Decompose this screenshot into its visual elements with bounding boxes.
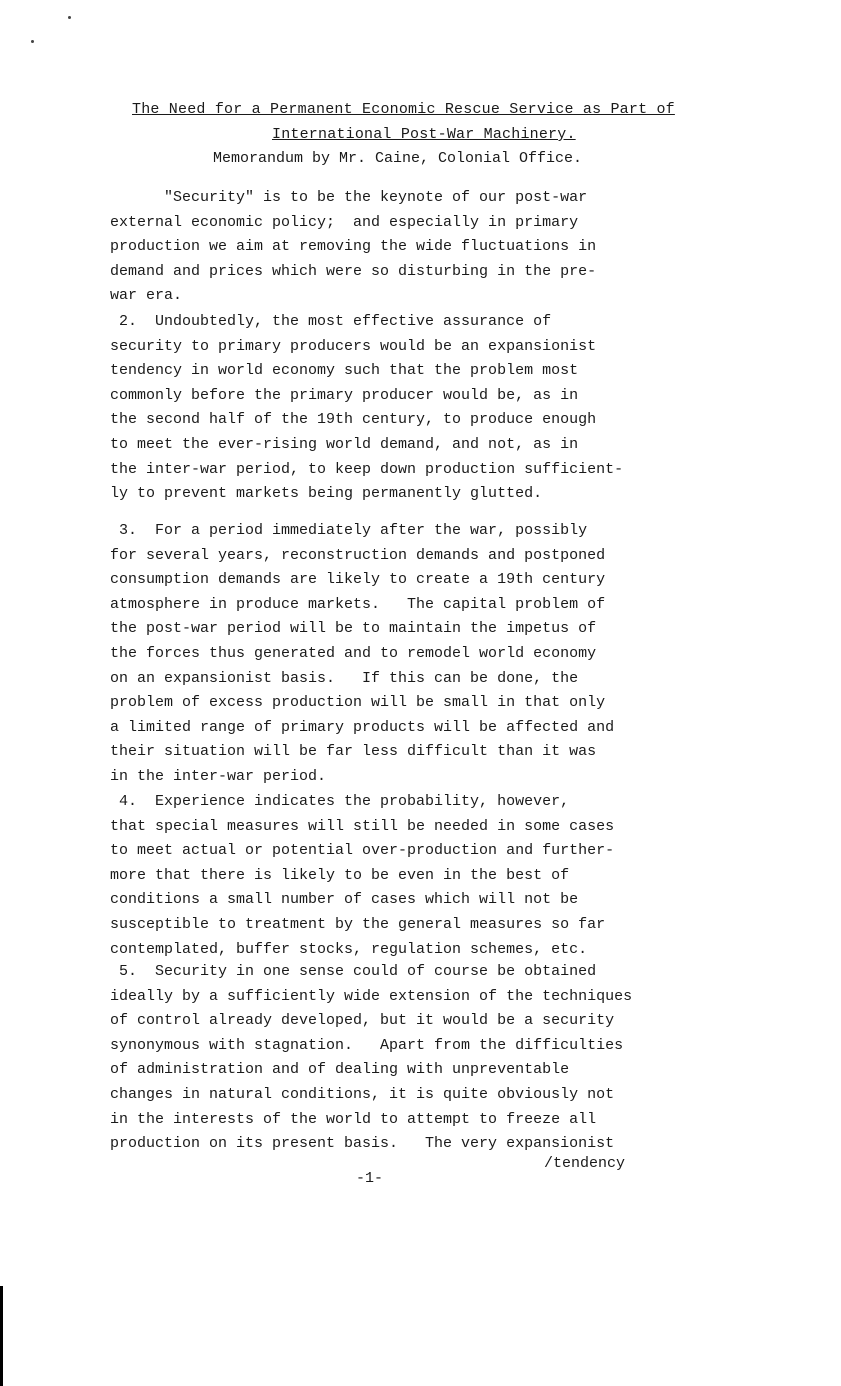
paragraph-line: 2. Undoubtedly, the most effective assurance of — [110, 313, 552, 330]
paragraph-line: ideally by a sufficiently wide extension of the techniques — [110, 987, 633, 1005]
catchword: /tendency — [544, 1155, 626, 1172]
paragraph-line: consumption demands are likely to create a 19th century — [110, 571, 606, 589]
paragraph-line: production we aim at removing the wide fluctuations in — [110, 238, 597, 256]
paragraph-line: a limited range of primary products will be affected and — [110, 718, 615, 736]
paragraph-line: atmosphere in produce markets. The capital problem of — [110, 595, 606, 613]
scan-speck — [68, 16, 71, 19]
paragraph-line: security to primary producers would be an expansionist — [110, 337, 597, 355]
paragraph-line: to meet the ever-rising world demand, and not, as in — [110, 435, 579, 453]
paragraph-line: tendency in world economy such that the problem most — [110, 362, 579, 380]
paragraph-line: in the inter-war period. — [110, 767, 327, 785]
paragraph-line: contemplated, buffer stocks, regulation schemes, etc. — [110, 940, 588, 958]
paragraph-line: their situation will be far less difficult than it was — [110, 743, 597, 761]
paragraph-5 — [110, 960, 710, 1157]
paragraph-2 — [110, 310, 710, 507]
paragraph-line: susceptible to treatment by the general measures so far — [110, 915, 606, 933]
scan-margin-bar — [0, 1286, 3, 1386]
paragraph-line: in the interests of the world to attempt to freeze all — [110, 1110, 597, 1128]
paragraph-line: of control already developed, but it would be a security — [110, 1012, 615, 1030]
paragraph-line: to meet actual or potential over-production and further- — [110, 842, 615, 860]
paragraph-line: 3. For a period immediately after the war, possibly — [110, 522, 588, 539]
paragraph-line: problem of excess production will be small in that only — [110, 694, 606, 712]
paragraph-line: 4. Experience indicates the probability, however, — [110, 793, 570, 810]
paragraph-4 — [110, 790, 710, 962]
memorandum-subtitle: Memorandum by Mr. Caine, Colonial Office. — [213, 150, 583, 167]
paragraph-line: that special measures will still be needed in some cases — [110, 817, 615, 835]
paragraph-line: production on its present basis. The very expansionist — [110, 1135, 615, 1153]
paragraph-line: on an expansionist basis. If this can be done, the — [110, 669, 579, 687]
paragraph-1 — [110, 186, 710, 309]
paragraph-line: ly to prevent markets being permanently glutted. — [110, 485, 543, 503]
title-line-2: International Post-War Machinery. — [272, 126, 576, 143]
paragraph-line: conditions a small number of cases which will not be — [110, 891, 579, 909]
page-number: -1- — [356, 1170, 384, 1187]
paragraph-line: external economic policy; and especially in primary — [110, 213, 579, 231]
title-line-1: The Need for a Permanent Economic Rescue Service as Part of — [132, 101, 675, 118]
paragraph-line: more that there is likely to be even in the best of — [110, 866, 570, 884]
paragraph-line: commonly before the primary producer would be, as in — [110, 386, 579, 404]
paragraph-line: demand and prices which were so disturbing in the pre- — [110, 262, 597, 280]
paragraph-line: war era. — [110, 287, 183, 305]
paragraph-line: the forces thus generated and to remodel world economy — [110, 644, 597, 662]
paragraph-line: the inter-war period, to keep down production sufficient- — [110, 460, 624, 478]
paragraph-line: the second half of the 19th century, to produce enough — [110, 411, 597, 429]
paragraph-line: the post-war period will be to maintain the impetus of — [110, 620, 597, 638]
paragraph-line: 5. Security in one sense could of course be obtained — [110, 963, 597, 980]
scan-speck — [31, 40, 34, 43]
paragraph-line: "Security" is to be the keynote of our post-war — [110, 189, 588, 206]
paragraph-3 — [110, 519, 710, 790]
paragraph-line: for several years, reconstruction demands and postponed — [110, 546, 606, 564]
paragraph-line: synonymous with stagnation. Apart from the difficulties — [110, 1036, 624, 1054]
paragraph-line: changes in natural conditions, it is quite obviously not — [110, 1085, 615, 1103]
paragraph-line: of administration and of dealing with unpreventable — [110, 1061, 570, 1079]
